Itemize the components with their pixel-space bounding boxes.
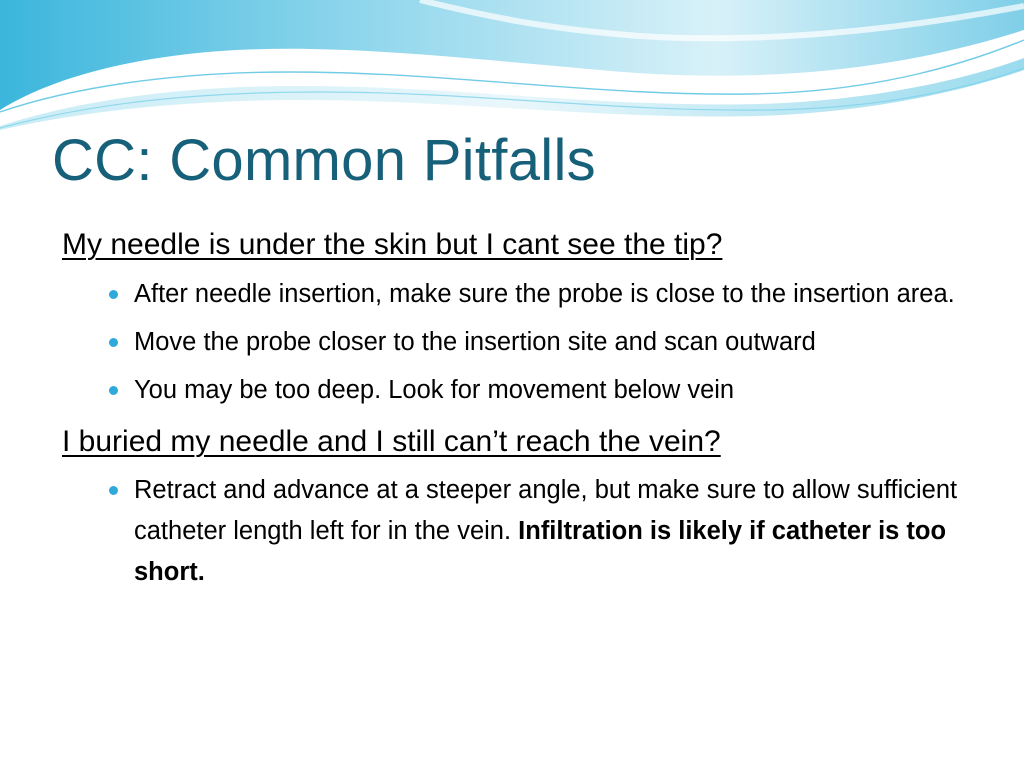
list-item <box>134 470 962 593</box>
bullet-text: Move the probe closer to the insertion site and scan outward <box>134 327 816 356</box>
bullet-list-buried-needle <box>62 470 962 593</box>
bullet-text: You may be too deep. Look for movement below vein <box>134 375 735 404</box>
slide-title: CC: Common Pitfalls <box>52 128 596 193</box>
bullet-text: Retract and advance at a steeper angle, but make sure to allow sufficient catheter length left for in the vein. <box>134 476 958 545</box>
list-item <box>134 322 962 363</box>
bullet-bold-warning: Infiltration is likely if catheter is too short. <box>134 517 947 586</box>
section-heading-buried-needle: I buried my needle and I still can’t reach the vein? <box>62 424 721 458</box>
bullet-dot-icon <box>109 486 118 495</box>
list-item <box>134 370 962 411</box>
bullet-dot-icon <box>109 290 118 299</box>
bullet-list-needle-tip <box>62 274 962 411</box>
header-wave-decoration <box>0 0 1024 130</box>
section-heading-needle-tip: My needle is under the skin but I cant see the tip? <box>62 228 723 261</box>
list-item <box>134 274 962 315</box>
bullet-dot-icon <box>109 338 118 347</box>
bullet-dot-icon <box>109 386 118 395</box>
slide-body <box>62 226 962 600</box>
bullet-text: After needle insertion, make sure the probe is close to the insertion area. <box>134 279 955 308</box>
